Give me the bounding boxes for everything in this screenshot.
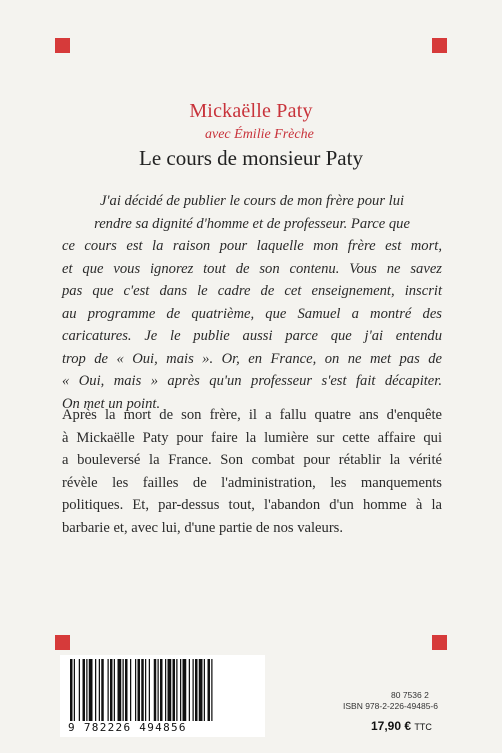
product-codes <box>343 690 463 712</box>
ean-number: 9 782226 494856 <box>68 721 187 734</box>
quote-line: ce cours est la raison pour laquelle mon frère est mort, <box>62 238 442 254</box>
summary-line: révèle les failles de l'administration, les manquements <box>62 474 442 491</box>
quote-line: caricatures. Je le publie aussi parce que j'ai entendu <box>62 328 442 344</box>
quote-line: au programme de quatrième, que Samuel a montré des <box>62 305 442 322</box>
internal-code: 80 7536 2 <box>391 690 429 700</box>
quote-line: et que vous ignorez tout de son contenu. Vous ne savez <box>62 260 442 277</box>
corner-square-top-left <box>55 38 70 53</box>
quote-line: On met un point. <box>62 395 161 412</box>
quote-line: J'ai décidé de publier le cours de mon frère pour lui <box>99 193 405 209</box>
barcode-icon <box>70 659 255 721</box>
summary-line: Après la mort de son frère, il a fallu quatre ans d'enquête <box>62 407 442 423</box>
corner-square-bottom-left <box>55 635 70 650</box>
author-name: Mickaëlle Paty <box>189 100 313 122</box>
quote-line: rendre sa dignité d'homme et de professeur. Parce que <box>94 215 410 232</box>
summary-line: à Mickaëlle Paty pour faire la lumière sur cette affaire qui <box>62 429 442 446</box>
price-suffix: TTC <box>414 722 432 732</box>
price-label <box>371 719 432 733</box>
isbn-code: ISBN 978-2-226-49485-6 <box>343 701 438 711</box>
corner-square-bottom-right <box>432 635 447 650</box>
quote-line: pas que c'est dans le cadre de cet enseignement, inscrit <box>62 283 442 299</box>
summary-line: politiques. Et, par-dessus tout, l'abandon d'un homme à la <box>62 497 442 513</box>
barcode-area <box>60 655 265 737</box>
summary-line: a bouleversé la France. Son combat pour rétablir la vérité <box>62 452 442 468</box>
quote-line: trop de « Oui, mais ». Or, en France, on ne met pas de <box>62 350 442 367</box>
quote-block <box>62 190 442 415</box>
summary-block <box>62 404 442 539</box>
quote-line: « Oui, mais » après qu'un professeur s'est fait décapiter. <box>62 373 442 389</box>
corner-square-top-right <box>432 38 447 53</box>
book-title: Le cours de monsieur Paty <box>139 146 363 170</box>
summary-line: barbarie et, avec lui, d'une partie de nos valeurs. <box>62 519 344 536</box>
coauthor-name: avec Émilie Frèche <box>205 127 314 142</box>
price-amount: 17,90 € <box>371 719 412 733</box>
